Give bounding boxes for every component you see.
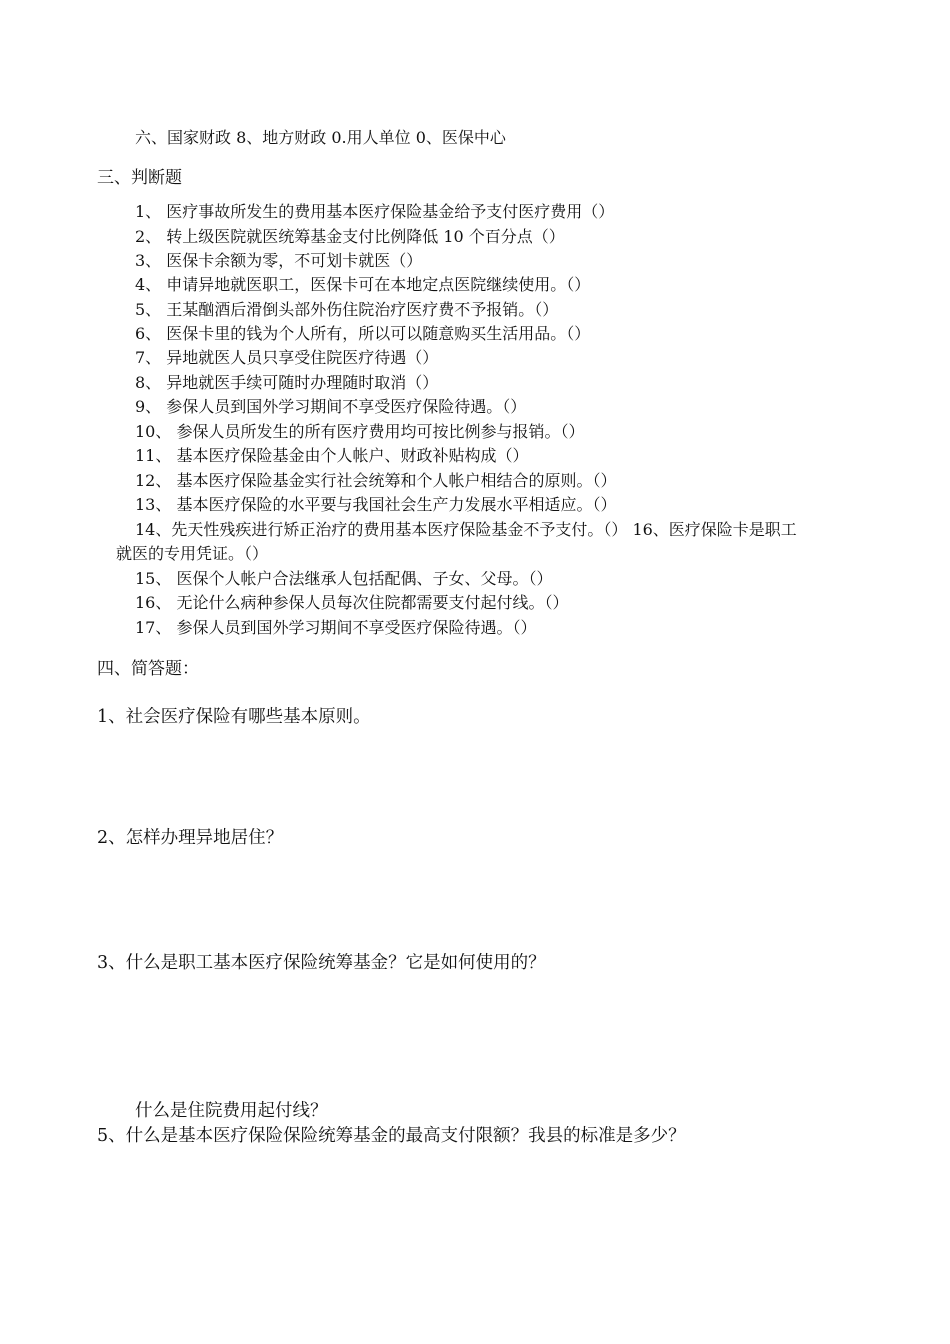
funding-options-line: 六、国家财政 8、地方财政 0.用人单位 0、医保中心 xyxy=(135,128,506,147)
true-false-item-10: 10、 参保人员所发生的所有医疗费用均可按比例参与报销。（） xyxy=(135,422,585,441)
true-false-item-3: 3、 医保卡余额为零，不可划卡就医（） xyxy=(135,251,423,270)
true-false-item-14-wrap: 就医的专用凭证。（） xyxy=(116,544,269,563)
true-false-item-1: 1、 医疗事故所发生的费用基本医疗保险基金给予支付医疗费用（） xyxy=(135,202,615,221)
true-false-item-16: 16、 无论什么病种参保人员每次住院都需要支付起付线。（） xyxy=(135,593,569,612)
true-false-item-6: 6、 医保卡里的钱为个人所有，所以可以随意购买生活用品。（） xyxy=(135,324,591,343)
true-false-item-7: 7、 异地就医人员只享受住院医疗待遇（） xyxy=(135,348,439,367)
section-heading-short-answer: 四、简答题： xyxy=(97,659,199,679)
true-false-item-11: 11、 基本医疗保险基金由个人帐户、财政补贴构成（） xyxy=(135,446,529,465)
true-false-item-15: 15、 医保个人帐户合法继承人包括配偶、子女、父母。（） xyxy=(135,569,553,588)
true-false-item-8: 8、 异地就医手续可随时办理随时取消（） xyxy=(135,373,439,392)
short-answer-q1: 1、社会医疗保险有哪些基本原则。 xyxy=(97,707,371,727)
short-answer-q5: 5、什么是基本医疗保险保险统筹基金的最高支付限额？我县的标准是多少？ xyxy=(97,1126,686,1146)
true-false-item-14: 14、先天性残疾进行矫正治疗的费用基本医疗保险基金不予支付。（） 16、医疗保险卡是职工 xyxy=(135,520,797,539)
true-false-item-9: 9、 参保人员到国外学习期间不享受医疗保险待遇。（） xyxy=(135,397,527,416)
section-heading-true-false: 三、判断题 xyxy=(97,168,182,188)
true-false-item-12: 12、 基本医疗保险基金实行社会统筹和个人帐户相结合的原则。（） xyxy=(135,471,617,490)
true-false-item-4: 4、 申请异地就医职工，医保卡可在本地定点医院继续使用。（） xyxy=(135,275,591,294)
true-false-item-17: 17、 参保人员到国外学习期间不享受医疗保险待遇。（） xyxy=(135,618,537,637)
true-false-item-5: 5、 王某酗酒后滑倒头部外伤住院治疗医疗费不予报销。（） xyxy=(135,300,559,319)
short-answer-q3: 3、什么是职工基本医疗保险统筹基金？它是如何使用的？ xyxy=(97,953,546,973)
true-false-item-13: 13、 基本医疗保险的水平要与我国社会生产力发展水平相适应。（） xyxy=(135,495,617,514)
short-answer-q2: 2、怎样办理异地居住？ xyxy=(97,828,284,848)
true-false-item-2: 2、 转上级医院就医统筹基金支付比例降低 10 个百分点（） xyxy=(135,227,565,246)
short-answer-q4: 什么是住院费用起付线？ xyxy=(135,1101,328,1121)
